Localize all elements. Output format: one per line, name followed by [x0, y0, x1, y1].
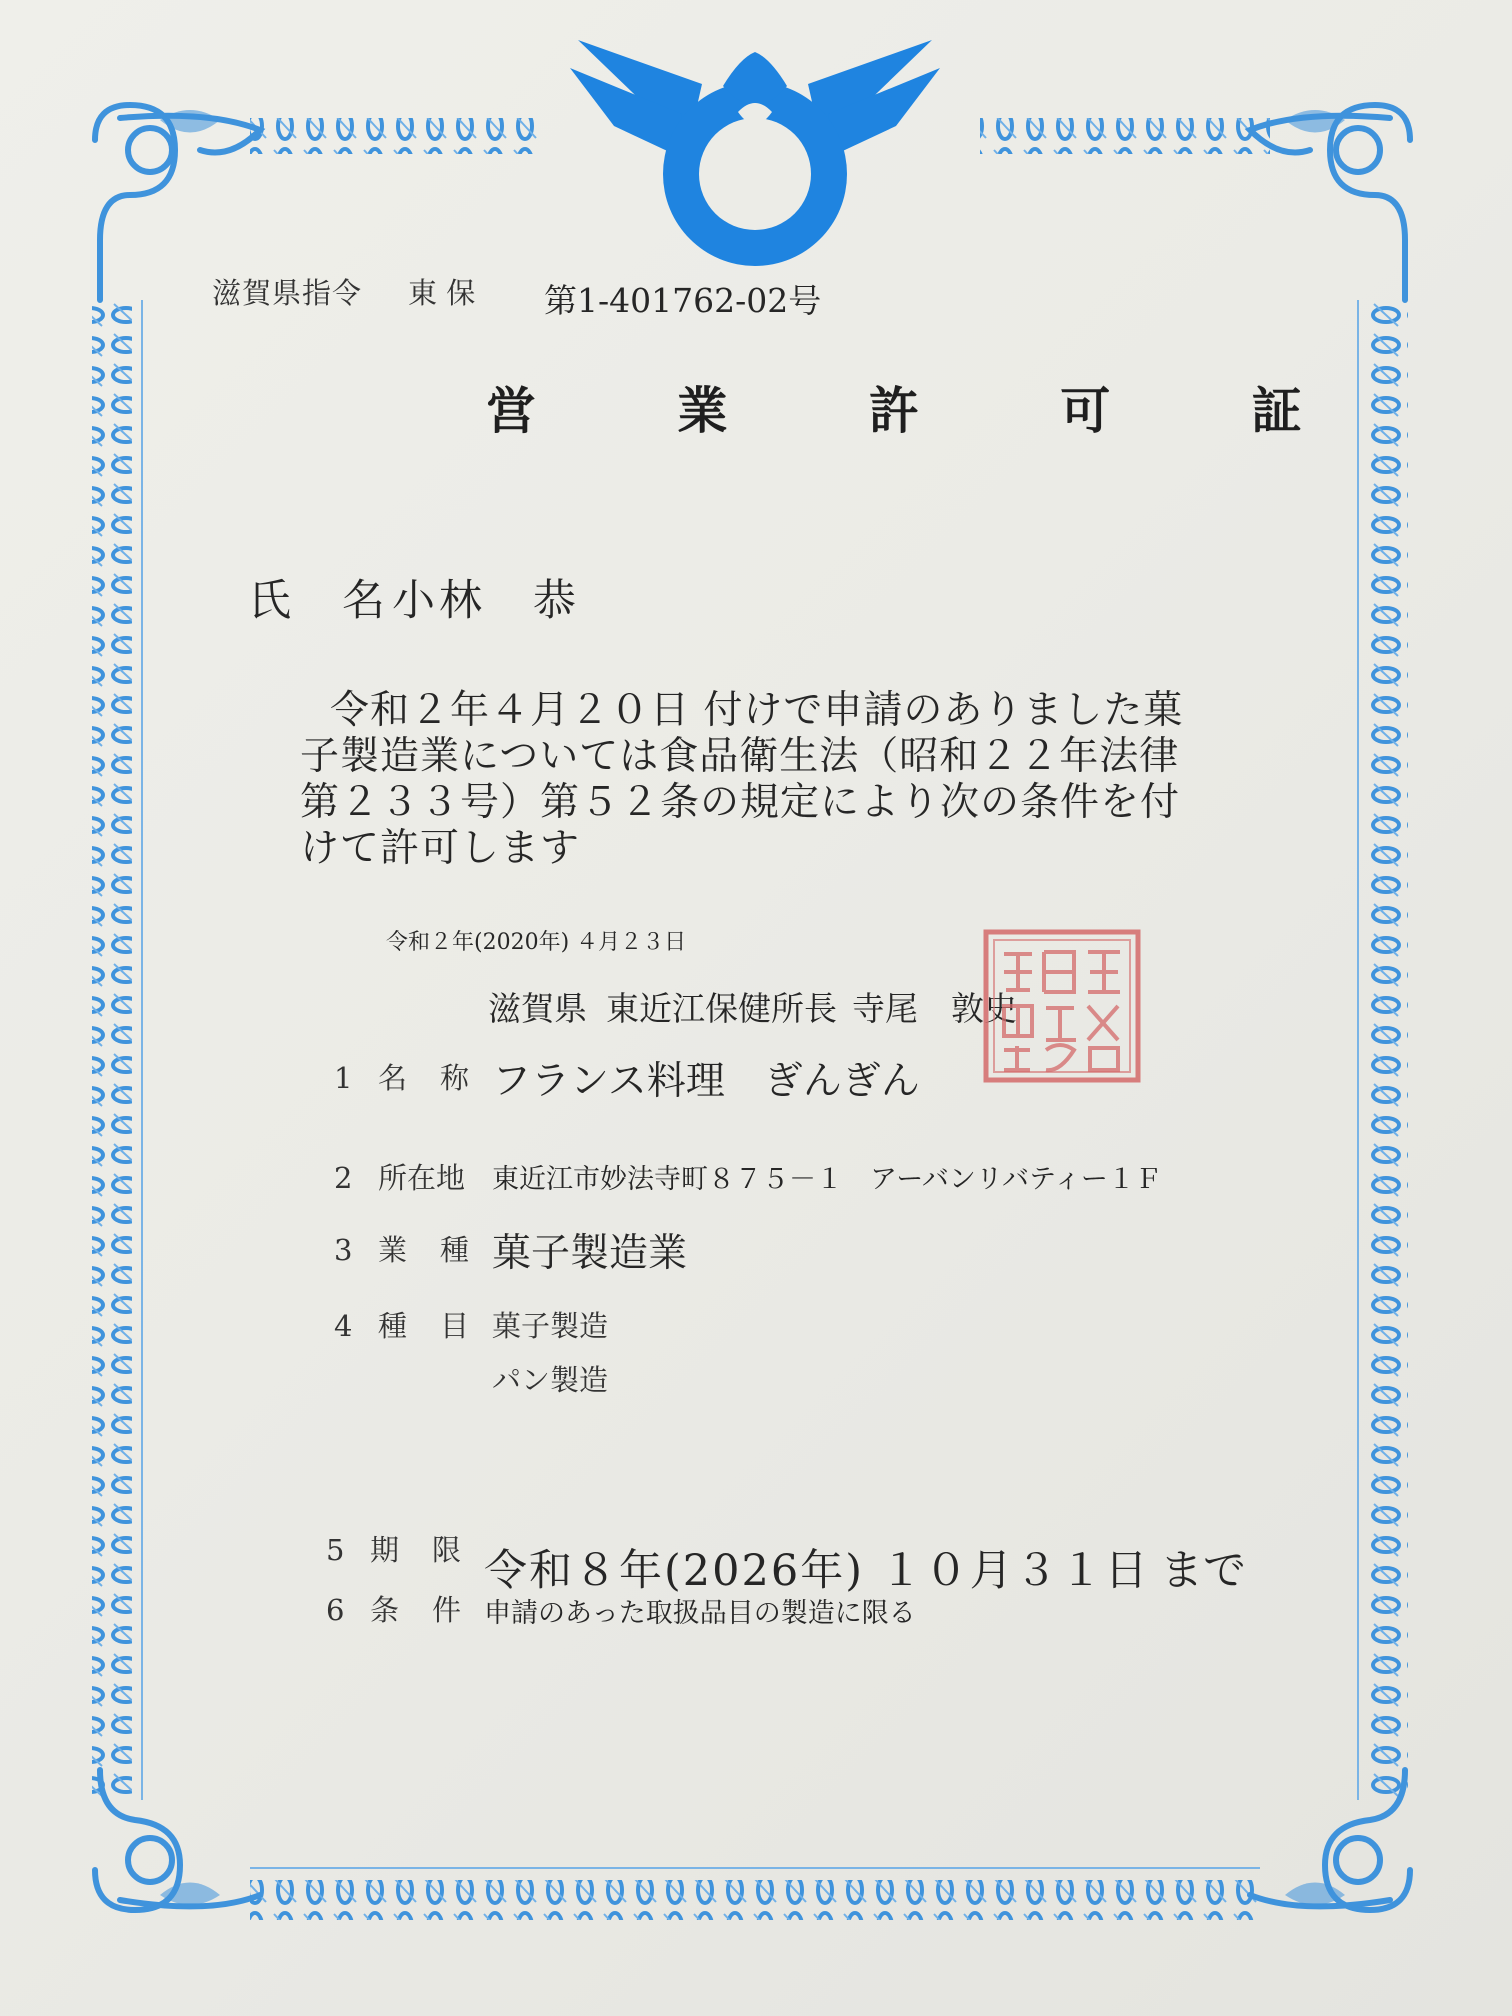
statement-line-1: 令和２年４月２０日 付けで申請のありました菓: [330, 688, 1184, 733]
permit-conditions: 申請のあった取扱品目の製造に限る: [484, 1598, 916, 1629]
issuer-prefecture: 滋賀県: [488, 989, 587, 1028]
item-5-number: 5: [326, 1533, 345, 1567]
applicant-name: 小林 恭: [392, 576, 580, 626]
item-6-number: 6: [326, 1593, 345, 1627]
ref-office: 東 保: [408, 276, 476, 310]
official-seal-icon: [982, 928, 1142, 1084]
business-name: フランス料理 ぎんぎん: [492, 1059, 920, 1104]
statement-line-4: けて許可します: [300, 826, 581, 871]
issuer-office: 東近江保健所長: [606, 989, 837, 1028]
business-type: 菓子製造業: [492, 1231, 688, 1276]
issuer-name: 寺尾 敦史: [852, 989, 1017, 1028]
item-1-label: 名 称: [378, 1061, 472, 1095]
business-address: 東近江市妙法寺町８７５－１ アーバンリバティー１Ｆ: [492, 1164, 1162, 1195]
item-2-number: 2: [334, 1161, 353, 1195]
page-title: 営 業 許 可 証: [486, 381, 1364, 440]
shiga-prefecture-emblem-icon: [570, 28, 940, 276]
ref-prefix: 滋賀県指令: [212, 276, 363, 310]
category-2: パン製造: [492, 1363, 609, 1397]
item-3-label: 業 種: [378, 1233, 472, 1267]
item-4-label: 種 目: [378, 1309, 472, 1343]
item-3-number: 3: [334, 1233, 353, 1267]
statement-line-3: 第２３３号）第５２条の規定により次の条件を付: [300, 780, 1181, 825]
issue-date: 令和２年(2020年) ４月２３日: [386, 930, 687, 955]
category-1: 菓子製造: [492, 1309, 609, 1343]
validity-date: 令和８年(2026年) １０月３１日: [484, 1546, 1150, 1596]
ref-number: 第1-401762-02号: [544, 281, 822, 320]
item-6-label: 条 件: [370, 1593, 464, 1627]
item-5-label: 期 限: [370, 1533, 464, 1567]
validity-suffix: まで: [1160, 1546, 1246, 1596]
item-2-label: 所在地: [378, 1161, 466, 1195]
item-1-number: 1: [334, 1061, 353, 1095]
permit-statement: [300, 688, 1220, 872]
applicant-label: 氏 名: [248, 576, 389, 626]
statement-line-2: 子製造業については食品衛生法（昭和２２年法律: [300, 734, 1180, 779]
item-4-number: 4: [334, 1309, 353, 1343]
